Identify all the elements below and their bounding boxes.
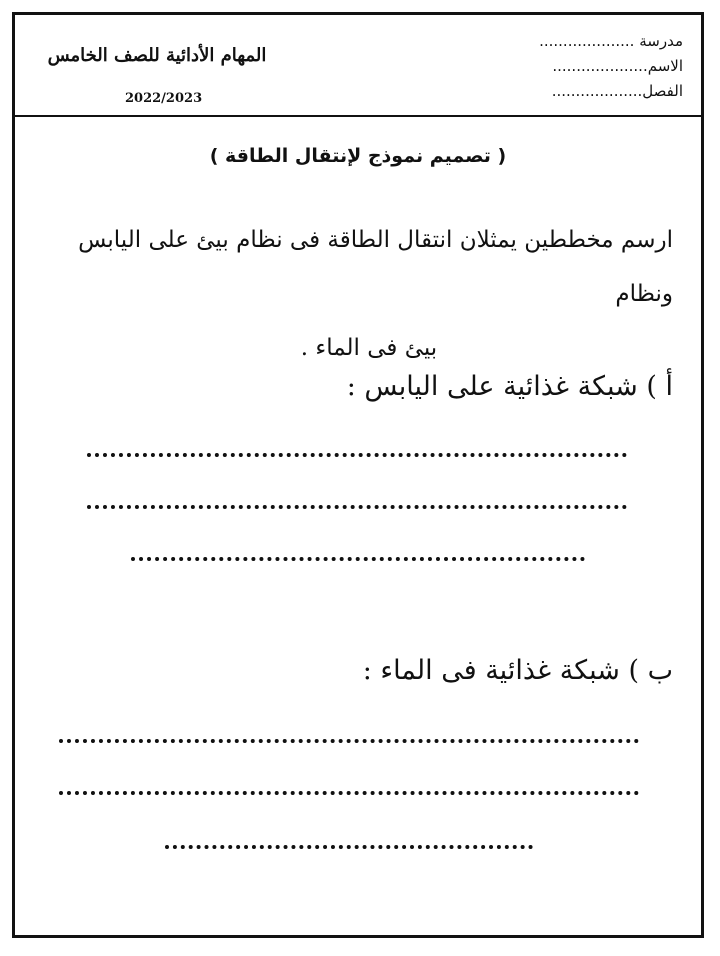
question-water-food-web: ب ) شبكة غذائية فى الماء :: [362, 655, 673, 686]
answer-line: [59, 739, 639, 743]
worksheet-frame: [12, 12, 704, 938]
answer-line: [131, 557, 585, 561]
school-year: 2022/2023: [125, 91, 203, 106]
answer-line: [165, 845, 533, 849]
question-land-food-web: أ ) شبكة غذائية على اليابس :: [346, 371, 673, 402]
answer-line: [87, 505, 627, 509]
answer-line: [59, 791, 639, 795]
school-field: مدرسة ....................: [539, 32, 683, 50]
instructions: [55, 213, 673, 375]
answer-line: [87, 453, 627, 457]
instructions-line-1: ارسم مخططين يمثلان انتقال الطاقة فى نظام بيئ على اليابس ونظام: [78, 227, 673, 307]
name-field: الاسم....................: [552, 57, 683, 75]
class-field: الفصل...................: [551, 82, 683, 100]
student-info: [539, 29, 683, 104]
task-title: المهام الأدائية للصف الخامس: [47, 45, 267, 66]
instructions-line-2: بيئ فى الماء .: [300, 335, 438, 361]
section-title: ( تصميم نموذج لإنتقال الطاقة ): [209, 145, 507, 167]
worksheet-header: [15, 15, 701, 117]
